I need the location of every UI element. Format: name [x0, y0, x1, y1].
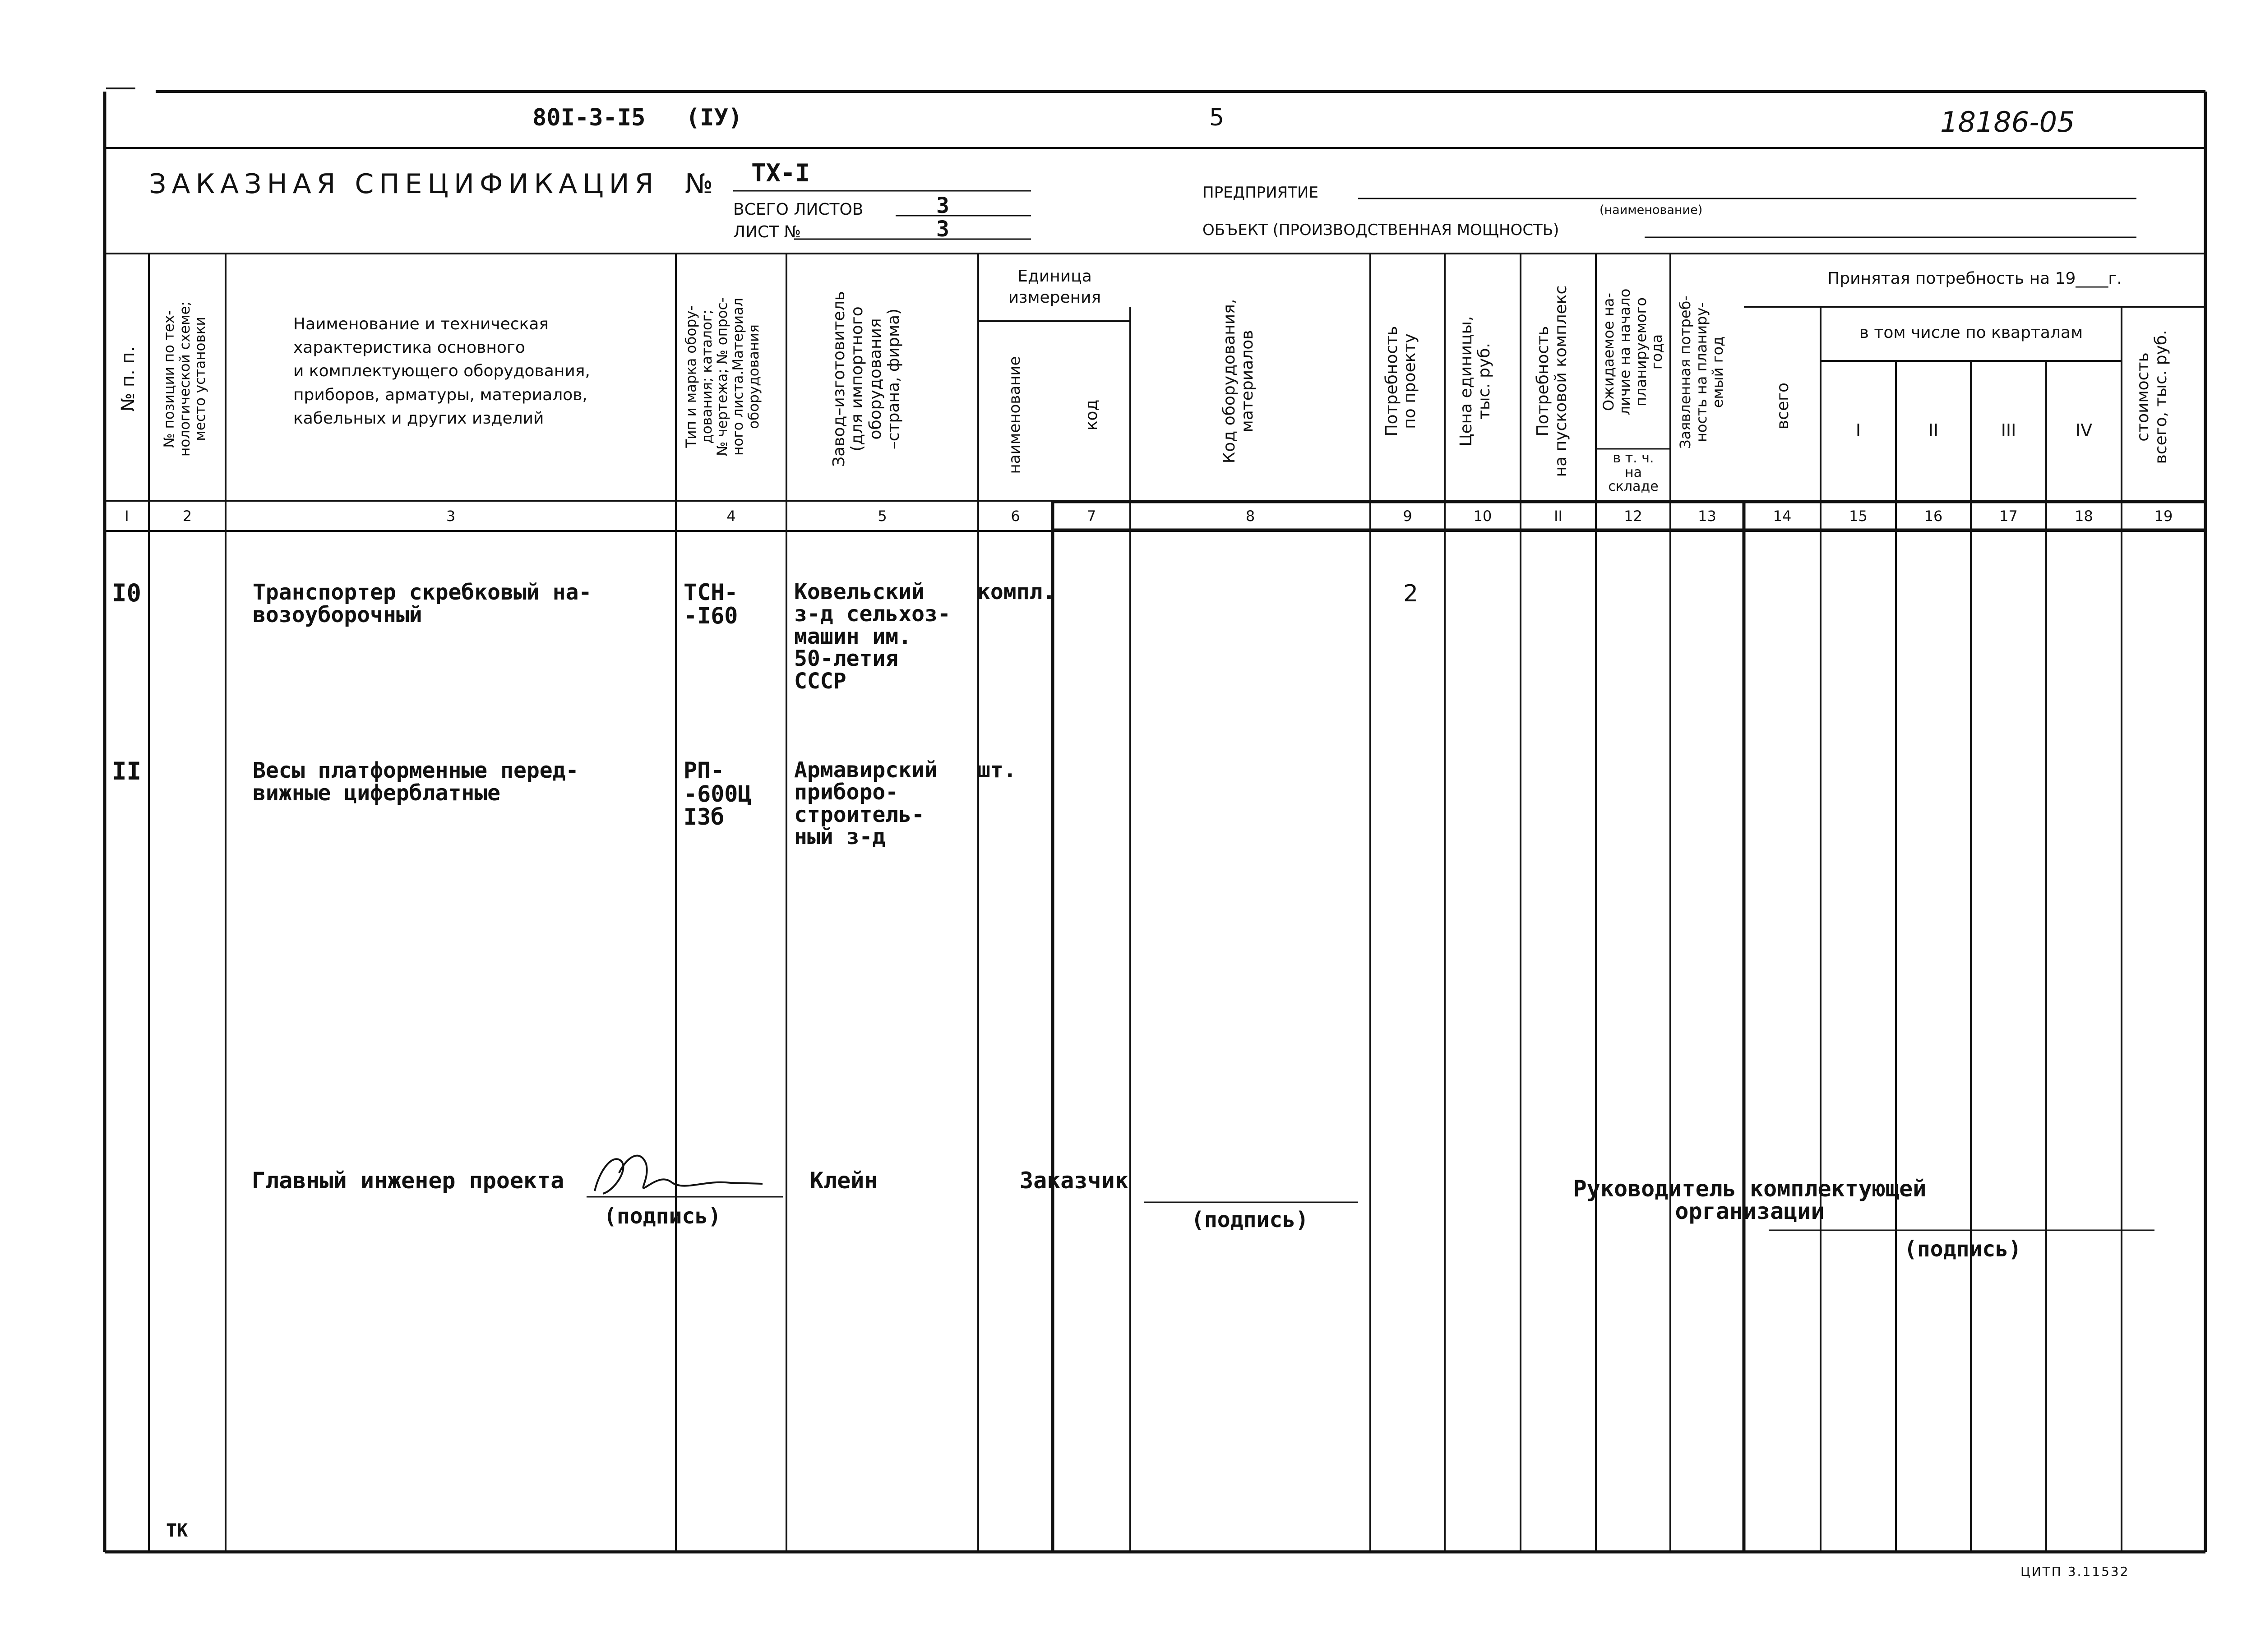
- header-total-cost: стоимость всего, тыс. руб.: [2134, 330, 2171, 464]
- enterprise-label: ПРЕДПРИЯТИЕ: [1202, 184, 1318, 202]
- customer-caption: (подпись): [1191, 1207, 1309, 1232]
- row-1-type: ТСН- -I60: [684, 579, 738, 629]
- header-unit-code: код: [1082, 399, 1101, 431]
- document-suffix: (IУ): [686, 104, 743, 131]
- archive-number: 18186-05: [1940, 106, 2075, 138]
- supplier-head-label: Руководитель комплектующей организации: [1573, 1176, 1927, 1224]
- form-title: ЗАКАЗНАЯ СПЕЦИФИКАЦИЯ: [149, 168, 659, 200]
- col-number-15: 15: [1849, 508, 1868, 525]
- tk-mark: ТК: [166, 1520, 188, 1541]
- row-2-unit: шт.: [977, 757, 1017, 783]
- header-type: Тип и марка обору- дования; каталог; № чертежа; № опрос- ного листа.Материал оборудования: [683, 297, 762, 456]
- col-number-4: 4: [726, 508, 736, 525]
- row-1-name: Транспортер скребковый на- возоуборочный: [253, 580, 592, 628]
- header-name: Наименование и техническая характеристика основного и комплектующего оборудования, приборов, арматуры, материалов, кабельных и других изделий: [293, 315, 590, 428]
- header-in-warehouse: в т. ч. на складе: [1608, 450, 1659, 494]
- col-number-17: 17: [1999, 508, 2018, 525]
- col-number-14: 14: [1773, 508, 1792, 525]
- header-unit-price: Цена единицы, тыс. руб.: [1457, 316, 1494, 447]
- object-label: ОБЪЕКТ (ПРОИЗВОДСТВЕННАЯ МОЩНОСТЬ): [1202, 221, 1559, 239]
- col-number-18: 18: [2075, 508, 2093, 525]
- chief-engineer-name: Клейн: [810, 1167, 878, 1194]
- col-number-13: 13: [1698, 508, 1716, 525]
- header-quarter-3: III: [2001, 420, 2016, 440]
- col-number-11: II: [1554, 508, 1563, 525]
- col-number-3: 3: [446, 508, 456, 525]
- chief-engineer-label: Главный инженер проекта: [252, 1167, 564, 1194]
- col-number-10: 10: [1473, 508, 1492, 525]
- total-sheets-label: ВСЕГО ЛИСТОВ: [733, 200, 864, 219]
- supplier-head-caption: (подпись): [1904, 1237, 2022, 1262]
- col-number-5: 5: [878, 508, 887, 525]
- header-startup-demand: Потребность на пусковой комплекс: [1534, 285, 1571, 477]
- specification-number: ТХ-I: [751, 159, 810, 187]
- name-hint: (наименование): [1600, 203, 1703, 217]
- chief-engineer-caption: (подпись): [604, 1204, 721, 1229]
- total-sheets-value: 3: [936, 193, 949, 218]
- header-declared-demand: Заявленная потреб- ность на планиру- емый год: [1677, 295, 1726, 449]
- page-number: 5: [1209, 104, 1225, 131]
- document-code: 80I-3-I5: [532, 104, 646, 131]
- printer-mark: ЦИТП 3.11532: [2020, 1564, 2130, 1579]
- col-number-9: 9: [1403, 508, 1412, 525]
- row-1-unit: компл.: [977, 579, 1056, 605]
- row-2-number: II: [112, 757, 142, 785]
- header-by-quarters: в том числе по кварталам: [1859, 323, 2083, 342]
- col-number-1: I: [125, 508, 129, 525]
- header-manufacturer: Завод–изготовитель (для импортного оборудования –страна, фирма): [830, 291, 903, 467]
- row-1-number: I0: [112, 579, 142, 607]
- col-number-12: 12: [1624, 508, 1642, 525]
- row-2-type: РП- -600Ц I3б: [684, 757, 752, 830]
- col-number-7: 7: [1086, 508, 1096, 525]
- header-expected-stock: Ожидаемое на- личие на начало планируемого года: [1600, 288, 1666, 415]
- header-total: всего: [1774, 382, 1792, 430]
- header-quarter-2: II: [1928, 420, 1939, 440]
- col-number-8: 8: [1245, 508, 1255, 525]
- header-item-number: № п. п.: [118, 346, 139, 412]
- header-equipment-code: Код оборудования, материалов: [1220, 299, 1257, 464]
- col-number-2: 2: [182, 508, 192, 525]
- header-unit-name: наименование: [1006, 356, 1024, 474]
- header-unit-group: Единица измерения: [1008, 267, 1101, 307]
- row-1-project-demand: 2: [1403, 580, 1419, 607]
- header-position: № позиции по тех- нологической схеме; место установки: [161, 301, 209, 457]
- header-quarter-1: I: [1855, 420, 1861, 440]
- number-sign: №: [685, 168, 713, 200]
- header-project-demand: Потребность по проекту: [1382, 326, 1419, 437]
- sheet-label: ЛИСТ №: [733, 223, 801, 241]
- header-quarter-4: IV: [2075, 420, 2093, 440]
- row-2-name: Весы платформенные перед- вижные циферблатные: [253, 758, 579, 806]
- sheet-value: 3: [936, 217, 949, 242]
- customer-label: Заказчик: [1020, 1167, 1128, 1194]
- row-2-manufacturer: Армавирский приборо- строитель- ный з-д: [794, 757, 938, 850]
- col-number-19: 19: [2154, 508, 2173, 525]
- col-number-16: 16: [1924, 508, 1943, 525]
- col-number-6: 6: [1011, 508, 1020, 525]
- row-1-manufacturer: Ковельский з-д сельхоз- машин им. 50-летия СССР: [794, 579, 951, 694]
- header-accepted-demand: Принятая потребность на 19____г.: [1827, 269, 2122, 288]
